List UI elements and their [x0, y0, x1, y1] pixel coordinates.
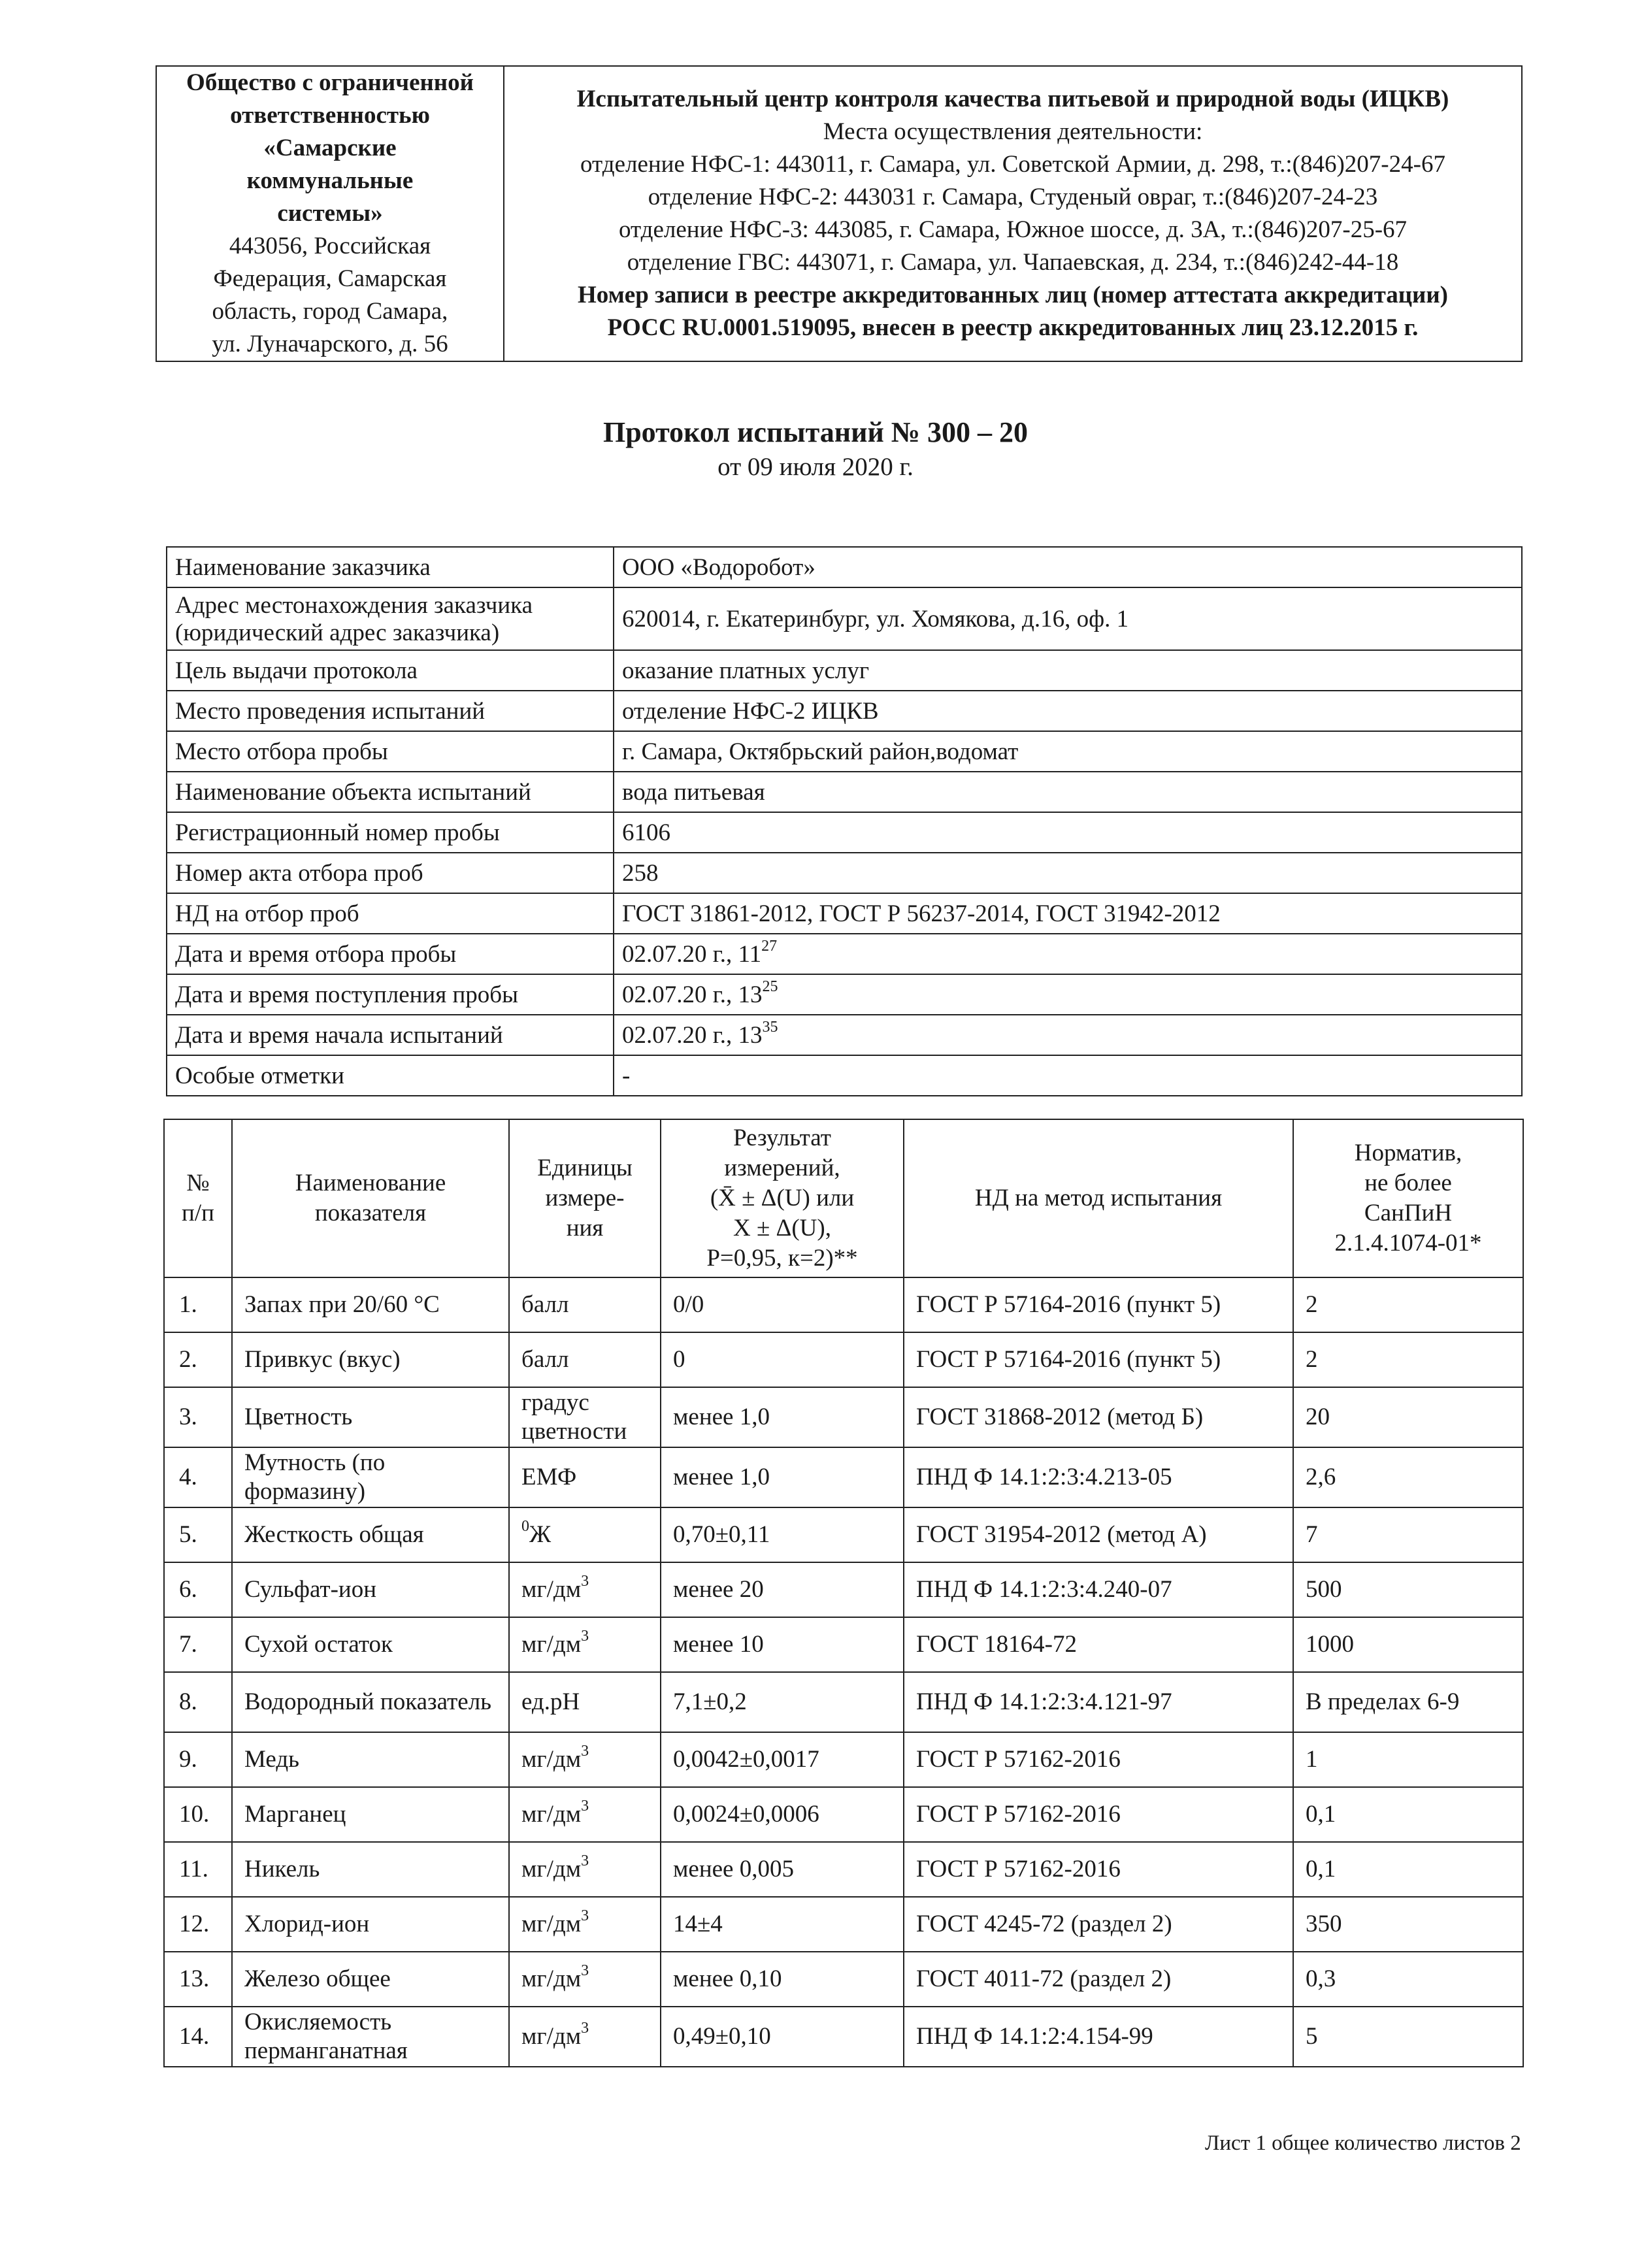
- unit: [509, 2007, 661, 2067]
- header-name-line: показателя: [314, 1200, 427, 1226]
- info-table: [166, 546, 1523, 1096]
- info-key: Регистрационный номер пробы: [167, 812, 614, 853]
- header-norm: [1293, 1119, 1523, 1277]
- header-num-line: п/п: [182, 1200, 214, 1226]
- lab-line: Номер записи в реестре аккредитованных лиц (номер аттестата аккредитации): [578, 282, 1448, 308]
- header-box: [156, 65, 1523, 362]
- norm-value: 2: [1293, 1332, 1523, 1387]
- row-number: 14.: [164, 2007, 232, 2067]
- unit-power: 3: [581, 1962, 589, 1979]
- info-key: Дата и время начала испытаний: [167, 1015, 614, 1055]
- test-method: ГОСТ 18164-72: [904, 1617, 1293, 1672]
- test-method: ГОСТ Р 57162-2016: [904, 1732, 1293, 1787]
- measurement-result: менее 1,0: [661, 1447, 904, 1507]
- unit-power: 3: [581, 1852, 589, 1869]
- norm-value: 500: [1293, 1562, 1523, 1617]
- unit: [509, 1507, 661, 1562]
- result-row: [164, 1507, 1523, 1562]
- info-row: [167, 731, 1522, 772]
- results-table: [163, 1119, 1524, 2067]
- unit-text: балл: [521, 1291, 569, 1318]
- info-key: Место проведения испытаний: [167, 691, 614, 731]
- info-row: [167, 974, 1522, 1015]
- info-value: [614, 691, 1522, 731]
- test-method: ГОСТ Р 57164-2016 (пункт 5): [904, 1332, 1293, 1387]
- indicator-name: Железо общее: [232, 1952, 509, 2007]
- measurement-result: 0,70±0,11: [661, 1507, 904, 1562]
- info-row: [167, 650, 1522, 691]
- info-row: [167, 587, 1522, 650]
- measurement-result: 14±4: [661, 1897, 904, 1952]
- test-method: ПНД Ф 14.1:2:4.154-99: [904, 2007, 1293, 2067]
- results-header-row: [164, 1119, 1523, 1277]
- unit-text: мг/дм: [521, 2023, 582, 2050]
- unit-degree: 0: [521, 1517, 529, 1535]
- unit: [509, 1562, 661, 1617]
- org-line: Федерация, Самарская: [213, 265, 447, 292]
- indicator-name: Хлорид-ион: [232, 1897, 509, 1952]
- measurement-result: 0/0: [661, 1277, 904, 1332]
- row-number: 7.: [164, 1617, 232, 1672]
- indicator-name: Привкус (вкус): [232, 1332, 509, 1387]
- unit-text: ед.рН: [521, 1688, 580, 1715]
- header-result: [661, 1119, 904, 1277]
- info-value: [614, 731, 1522, 772]
- norm-value: 0,1: [1293, 1842, 1523, 1897]
- norm-value: 1: [1293, 1732, 1523, 1787]
- header-unit-line: ния: [566, 1215, 604, 1241]
- org-line: «Самарские: [263, 135, 397, 161]
- org-line: ул. Луначарского, д. 56: [212, 331, 448, 357]
- info-value: [614, 974, 1522, 1015]
- result-row: [164, 1332, 1523, 1387]
- info-value-text: 620014, г. Екатеринбург, ул. Хомякова, д.16, оф. 1: [622, 606, 1129, 633]
- measurement-result: 7,1±0,2: [661, 1672, 904, 1732]
- unit-text: ЕМФ: [521, 1464, 577, 1490]
- norm-value: 2,6: [1293, 1447, 1523, 1507]
- unit-power: 3: [581, 1742, 589, 1760]
- lab-block: [504, 66, 1522, 361]
- norm-value: 0,3: [1293, 1952, 1523, 2007]
- info-key: Номер акта отбора проб: [167, 853, 614, 893]
- info-row: [167, 547, 1522, 587]
- info-key: Место отбора пробы: [167, 731, 614, 772]
- unit-text: Ж: [529, 1521, 552, 1548]
- measurement-result: менее 0,10: [661, 1952, 904, 2007]
- test-method: ГОСТ Р 57162-2016: [904, 1787, 1293, 1842]
- unit-text: мг/дм: [521, 1576, 582, 1603]
- info-value-text: 02.07.20 г., 11: [622, 941, 762, 968]
- unit: [509, 1732, 661, 1787]
- header-name: [232, 1119, 509, 1277]
- info-value: [614, 934, 1522, 974]
- info-row: [167, 1055, 1522, 1096]
- result-row: [164, 1277, 1523, 1332]
- unit: [509, 1842, 661, 1897]
- lab-line: РОСС RU.0001.519095, внесен в реестр аккредитованных лиц 23.12.2015 г.: [607, 314, 1419, 341]
- norm-value: 1000: [1293, 1617, 1523, 1672]
- row-number: 3.: [164, 1387, 232, 1447]
- result-row: [164, 1842, 1523, 1897]
- lab-line: отделение НФС-3: 443085, г. Самара, Южное шоссе, д. 3А, т.:(846)207-25-67: [618, 216, 1408, 243]
- info-row: [167, 853, 1522, 893]
- info-key: Цель выдачи протокола: [167, 650, 614, 691]
- measurement-result: менее 20: [661, 1562, 904, 1617]
- header-result-line: измерений,: [724, 1155, 840, 1181]
- info-value: [614, 853, 1522, 893]
- test-method: ГОСТ 31954-2012 (метод А): [904, 1507, 1293, 1562]
- unit-text: мг/дм: [521, 1856, 582, 1882]
- lab-line: отделение НФС-1: 443011, г. Самара, ул. Советской Армии, д. 298, т.:(846)207-24-67: [580, 151, 1445, 178]
- test-method: ГОСТ Р 57162-2016: [904, 1842, 1293, 1897]
- header-unit-line: измере-: [545, 1185, 625, 1211]
- norm-value: 0,1: [1293, 1787, 1523, 1842]
- unit: [509, 1277, 661, 1332]
- info-row: [167, 772, 1522, 812]
- org-line: коммунальные: [246, 167, 414, 194]
- info-key: Адрес местонахождения заказчика (юридический адрес заказчика): [167, 587, 614, 650]
- header-result-line: X ± Δ(U),: [733, 1215, 831, 1241]
- header-method: [904, 1119, 1293, 1277]
- header-result-line: Результат: [733, 1125, 831, 1151]
- header-unit: [509, 1119, 661, 1277]
- indicator-name: Марганец: [232, 1787, 509, 1842]
- unit: [509, 1787, 661, 1842]
- unit-power: 3: [581, 1572, 589, 1590]
- organization-block: [156, 66, 504, 361]
- lab-line: Места осуществления деятельности:: [823, 118, 1203, 145]
- unit: [509, 1447, 661, 1507]
- lab-line: отделение ГВС: 443071, г. Самара, ул. Чапаевская, д. 234, т.:(846)242-44-18: [627, 249, 1399, 276]
- unit: [509, 1387, 661, 1447]
- indicator-name: Медь: [232, 1732, 509, 1787]
- lab-line: Испытательный центр контроля качества питьевой и природной воды (ИЦКВ): [576, 86, 1449, 112]
- row-number: 12.: [164, 1897, 232, 1952]
- info-value-text: 02.07.20 г., 13: [622, 981, 763, 1008]
- unit: [509, 1332, 661, 1387]
- info-key: Наименование заказчика: [167, 547, 614, 587]
- info-value: [614, 772, 1522, 812]
- unit-power: 3: [581, 1907, 589, 1924]
- unit: [509, 1897, 661, 1952]
- result-row: [164, 1897, 1523, 1952]
- measurement-result: менее 10: [661, 1617, 904, 1672]
- protocol-title: Протокол испытаний № 300 – 20: [602, 416, 1029, 448]
- measurement-result: 0,49±0,10: [661, 2007, 904, 2067]
- row-number: 2.: [164, 1332, 232, 1387]
- unit-text: мг/дм: [521, 1911, 582, 1937]
- indicator-name: Сульфат-ион: [232, 1562, 509, 1617]
- test-method: ПНД Ф 14.1:2:3:4.121-97: [904, 1672, 1293, 1732]
- measurement-result: менее 1,0: [661, 1387, 904, 1447]
- page-footer: Лист 1 общее количество листов 2: [1205, 2131, 1521, 2155]
- test-method: ГОСТ Р 57164-2016 (пункт 5): [904, 1277, 1293, 1332]
- info-value: [614, 547, 1522, 587]
- result-row: [164, 1787, 1523, 1842]
- info-value-text: 258: [622, 860, 659, 887]
- info-value-text: ООО «Водоробот»: [622, 554, 816, 581]
- info-value-text: оказание платных услуг: [622, 657, 870, 684]
- info-key: Дата и время поступления пробы: [167, 974, 614, 1015]
- unit-text: мг/дм: [521, 1801, 582, 1828]
- info-value-minutes: 35: [762, 1018, 778, 1036]
- result-row: [164, 1562, 1523, 1617]
- header-norm-line: Норматив,: [1354, 1140, 1462, 1166]
- indicator-name: Окисляемость перманганатная: [232, 2007, 509, 2067]
- lab-line: отделение НФС-2: 443031 г. Самара, Студеный овраг, т.:(846)207-24-23: [648, 184, 1378, 210]
- org-line: 443056, Российская: [229, 233, 431, 259]
- header-method-line: НД на метод испытания: [974, 1185, 1223, 1211]
- indicator-name: Сухой остаток: [232, 1617, 509, 1672]
- info-row: [167, 1015, 1522, 1055]
- info-key: НД на отбор проб: [167, 893, 614, 934]
- result-row: [164, 2007, 1523, 2067]
- info-row: [167, 934, 1522, 974]
- measurement-result: менее 0,005: [661, 1842, 904, 1897]
- test-method: ПНД Ф 14.1:2:3:4.240-07: [904, 1562, 1293, 1617]
- info-value: [614, 1055, 1522, 1096]
- info-value-text: отделение НФС-2 ИЦКВ: [622, 698, 879, 725]
- norm-value: 7: [1293, 1507, 1523, 1562]
- header-unit-line: Единицы: [537, 1155, 633, 1181]
- test-method: ПНД Ф 14.1:2:3:4.213-05: [904, 1447, 1293, 1507]
- info-value: [614, 1015, 1522, 1055]
- result-row: [164, 1672, 1523, 1732]
- measurement-result: 0,0024±0,0006: [661, 1787, 904, 1842]
- info-value: [614, 650, 1522, 691]
- header-name-line: Наименование: [295, 1170, 446, 1196]
- test-method: ГОСТ 31868-2012 (метод Б): [904, 1387, 1293, 1447]
- row-number: 13.: [164, 1952, 232, 2007]
- info-value: [614, 587, 1522, 650]
- measurement-result: 0: [661, 1332, 904, 1387]
- result-row: [164, 1387, 1523, 1447]
- header-norm-line: не более: [1364, 1170, 1452, 1196]
- norm-value: 5: [1293, 2007, 1523, 2067]
- unit-power: 3: [581, 2019, 589, 2037]
- row-number: 9.: [164, 1732, 232, 1787]
- indicator-name: Жесткость общая: [232, 1507, 509, 1562]
- row-number: 6.: [164, 1562, 232, 1617]
- test-method: ГОСТ 4245-72 (раздел 2): [904, 1897, 1293, 1952]
- info-row: [167, 691, 1522, 731]
- info-value-minutes: 25: [762, 978, 778, 995]
- indicator-name: Цветность: [232, 1387, 509, 1447]
- row-number: 10.: [164, 1787, 232, 1842]
- unit-text: балл: [521, 1346, 569, 1373]
- info-value-text: 6106: [622, 819, 670, 846]
- result-row: [164, 1952, 1523, 2007]
- org-line: ответственностью: [230, 102, 430, 129]
- row-number: 5.: [164, 1507, 232, 1562]
- info-row: [167, 893, 1522, 934]
- norm-value: В пределах 6-9: [1293, 1672, 1523, 1732]
- norm-value: 2: [1293, 1277, 1523, 1332]
- norm-value: 20: [1293, 1387, 1523, 1447]
- info-row: [167, 812, 1522, 853]
- info-value-text: вода питьевая: [622, 779, 765, 806]
- header-num-line: №: [186, 1170, 210, 1196]
- unit-text: мг/дм: [521, 1631, 582, 1658]
- measurement-result: 0,0042±0,0017: [661, 1732, 904, 1787]
- info-key: Дата и время отбора пробы: [167, 934, 614, 974]
- unit-power: 3: [581, 1627, 589, 1645]
- info-value-text: г. Самара, Октябрьский район,водомат: [622, 738, 1019, 765]
- header-result-line: P=0,95, к=2)**: [706, 1245, 858, 1272]
- unit-text: градус цветности: [521, 1389, 627, 1445]
- header-result-line: (X̄ ± Δ(U) или: [710, 1185, 855, 1211]
- unit: [509, 1672, 661, 1732]
- result-row: [164, 1447, 1523, 1507]
- info-value-text: 02.07.20 г., 13: [622, 1022, 763, 1049]
- indicator-name: Водородный показатель: [232, 1672, 509, 1732]
- row-number: 8.: [164, 1672, 232, 1732]
- row-number: 11.: [164, 1842, 232, 1897]
- info-value-text: ГОСТ 31861-2012, ГОСТ Р 56237-2014, ГОСТ 31942-2012: [622, 900, 1221, 927]
- info-value: [614, 812, 1522, 853]
- indicator-name: Запах при 20/60 °С: [232, 1277, 509, 1332]
- header-norm-line: СанПиН: [1364, 1200, 1453, 1226]
- info-value: [614, 893, 1522, 934]
- info-key: Особые отметки: [167, 1055, 614, 1096]
- unit-text: мг/дм: [521, 1965, 582, 1992]
- result-row: [164, 1617, 1523, 1672]
- norm-value: 350: [1293, 1897, 1523, 1952]
- org-line: системы»: [277, 200, 383, 227]
- unit-text: мг/дм: [521, 1746, 582, 1773]
- info-value-text: -: [622, 1062, 631, 1089]
- info-key: Наименование объекта испытаний: [167, 772, 614, 812]
- unit-power: 3: [581, 1797, 589, 1815]
- protocol-date: от 09 июля 2020 г.: [717, 453, 914, 481]
- result-row: [164, 1732, 1523, 1787]
- info-value-minutes: 27: [761, 937, 778, 955]
- unit: [509, 1952, 661, 2007]
- header-norm-line: 2.1.4.1074-01*: [1334, 1230, 1482, 1257]
- test-method: ГОСТ 4011-72 (раздел 2): [904, 1952, 1293, 2007]
- row-number: 1.: [164, 1277, 232, 1332]
- unit: [509, 1617, 661, 1672]
- header-num: [164, 1119, 232, 1277]
- row-number: 4.: [164, 1447, 232, 1507]
- indicator-name: Никель: [232, 1842, 509, 1897]
- org-line: область, город Самара,: [212, 298, 448, 325]
- indicator-name: Мутность (по формазину): [232, 1447, 509, 1507]
- org-line: Общество с ограниченной: [186, 69, 474, 96]
